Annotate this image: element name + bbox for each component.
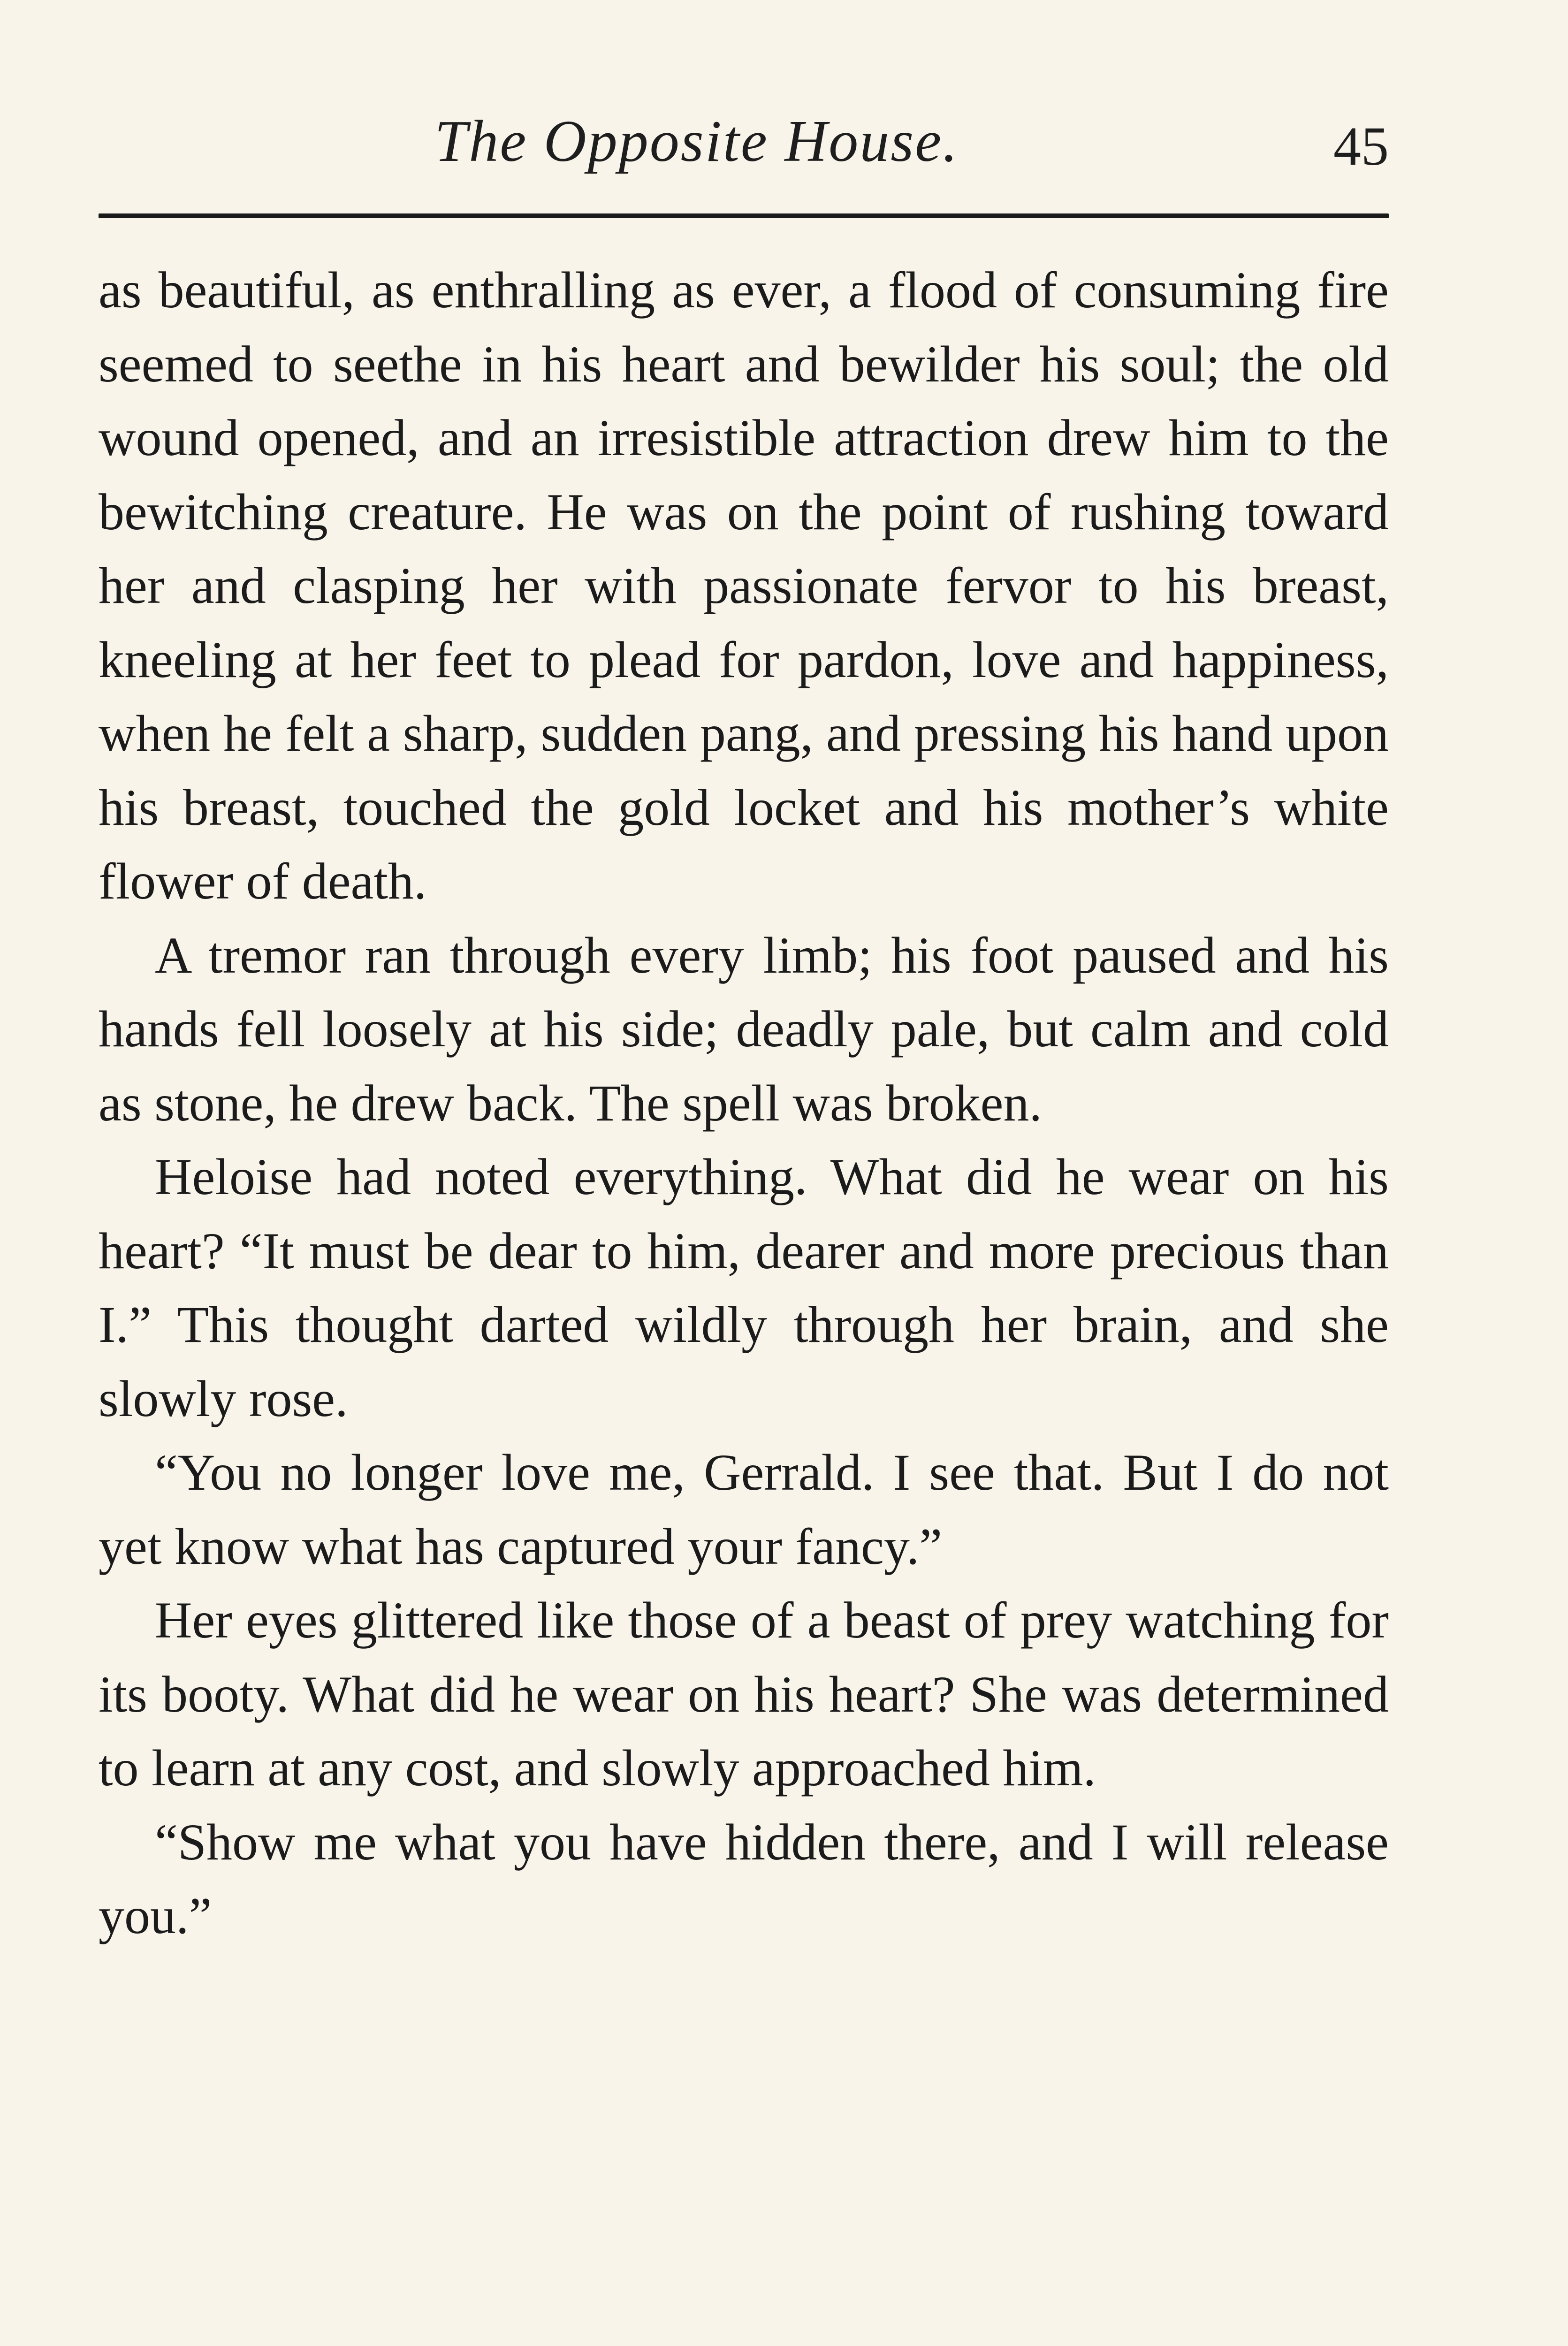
- page-number: 45: [1333, 115, 1389, 177]
- paragraph-3: Heloise had noted everything. What did he wear on his heart? “It must be dear to him, dearer and more precious than I.” This thought darted wildly through her brain, and she slowly rose.: [99, 1148, 1389, 1427]
- paragraph-4: “You no longer love me, Gerrald. I see that. But I do not yet know what has captured your fancy.”: [99, 1444, 1389, 1575]
- running-head: [99, 108, 1389, 183]
- paragraph-5: Her eyes glittered like those of a beast of prey watching for its booty. What did he wear on his heart? She was determined to learn at any cost, and slowly approached him.: [99, 1592, 1389, 1797]
- paragraph-1: as beautiful, as enthralling as ever, a flood of consuming fire seemed to seethe in his heart and bewilder his soul; the old wound opened, and an irresistible attraction drew him to the bewitching creature. He was on the point of rushing toward her and clasping her with passionate fervor to his breast, kneeling at her feet to plead for pardon, love and happiness, when he felt a sharp, sudden pang, and pressing his hand upon his breast, touched the gold locket and his mother’s white flower of death.: [99, 261, 1389, 910]
- paragraph-2: A tremor ran through every limb; his foot paused and his hands fell loosely at his side; deadly pale, but calm and cold as stone, he drew back. The spell was broken.: [99, 926, 1389, 1132]
- body-text: [99, 253, 1389, 1953]
- paragraph-6: “Show me what you have hidden there, and I will release you.”: [99, 1813, 1389, 1944]
- running-title: The Opposite House.: [434, 109, 959, 174]
- header-rule: [99, 213, 1389, 218]
